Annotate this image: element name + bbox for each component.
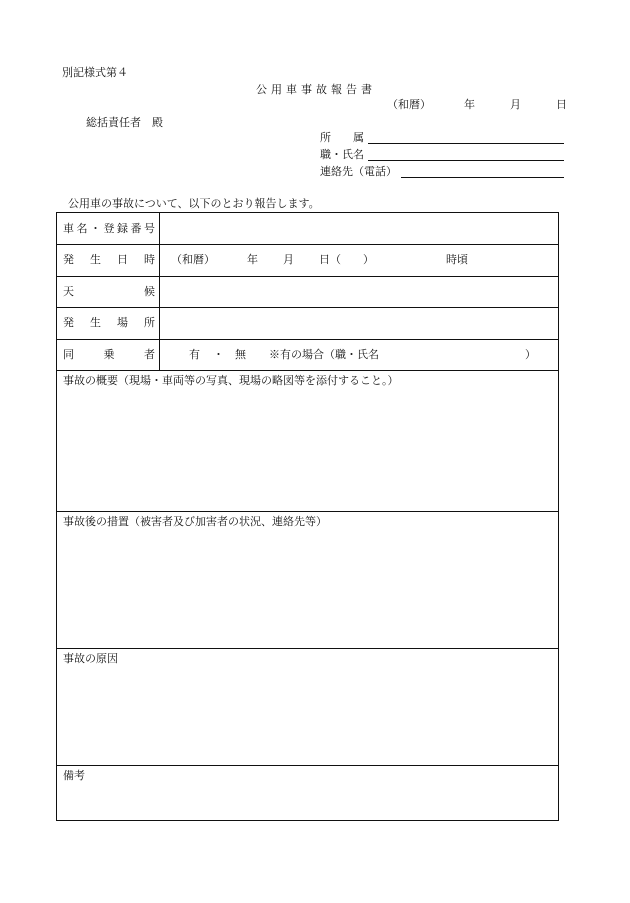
- intro-text: 公用車の事故について、以下のとおり報告します。: [68, 197, 320, 210]
- passenger-close: ）: [525, 348, 536, 361]
- cause-label: 事故の原因: [63, 652, 118, 665]
- form-number: 別記様式第４: [62, 66, 128, 79]
- label-char: 者: [144, 348, 155, 361]
- page-title: 公用車事故報告書: [256, 83, 376, 96]
- label-char: 天: [63, 285, 74, 298]
- date-month: 月: [510, 98, 521, 111]
- row-divider: [57, 370, 558, 371]
- measures-label: 事故後の措置（被害者及び加害者の状況、連絡先等）: [63, 515, 327, 528]
- label-char: 候: [144, 285, 155, 298]
- label-char: 同: [63, 348, 74, 361]
- label-char: 場: [117, 316, 128, 329]
- label-char: 号: [144, 222, 155, 235]
- report-table: [56, 212, 559, 821]
- weather-value[interactable]: [165, 285, 550, 299]
- cause-area[interactable]: [63, 669, 553, 761]
- weather-label: [63, 285, 155, 299]
- label-char: 時: [144, 253, 155, 266]
- datetime-year: 年: [247, 253, 258, 266]
- label-char: 録: [117, 222, 128, 235]
- label-char: 発: [63, 253, 74, 266]
- passenger-label: [63, 348, 155, 362]
- position-name-line: [368, 160, 564, 161]
- label-char: ・: [90, 222, 101, 235]
- label-char: 番: [130, 222, 142, 235]
- row-divider: [57, 648, 558, 649]
- remarks-area[interactable]: [63, 786, 553, 818]
- addressee: 総括責任者 殿: [86, 116, 163, 129]
- vehicle-value[interactable]: [165, 222, 550, 236]
- position-name-label: 職・氏名: [320, 148, 364, 161]
- row-divider: [57, 339, 558, 340]
- location-label: [63, 316, 155, 330]
- passenger-yes[interactable]: 有: [189, 348, 200, 361]
- label-char: 生: [90, 316, 101, 329]
- contact-line: [401, 177, 564, 178]
- datetime-era: （和暦）: [171, 253, 215, 266]
- contact-label: 連絡先（電話）: [320, 165, 397, 178]
- location-value[interactable]: [165, 316, 550, 330]
- row-divider: [57, 244, 558, 245]
- passenger-no[interactable]: 無: [235, 348, 246, 361]
- remarks-label: 備考: [63, 769, 85, 782]
- datetime-month: 月: [283, 253, 294, 266]
- summary-label: 事故の概要（現場・車両等の写真、現場の略図等を添付すること。）: [63, 374, 399, 387]
- affiliation-line: [368, 143, 564, 144]
- measures-area[interactable]: [63, 532, 553, 644]
- datetime-time: 時頃: [446, 253, 468, 266]
- vehicle-label: [63, 222, 155, 236]
- label-char: 名: [76, 222, 88, 235]
- label-char: 所: [144, 316, 155, 329]
- label-char: 車: [63, 222, 74, 235]
- row-divider: [57, 511, 558, 512]
- passenger-note: ※有の場合（職・氏名: [269, 348, 379, 361]
- row-divider: [57, 765, 558, 766]
- passenger-dot: ・: [213, 348, 224, 361]
- date-era: （和暦）: [387, 98, 431, 111]
- label-char: 日: [117, 253, 128, 266]
- label-char: 登: [103, 222, 115, 235]
- column-divider: [159, 213, 160, 370]
- datetime-label: [63, 253, 155, 267]
- affiliation-label: 所 属: [320, 131, 364, 144]
- label-char: 乗: [103, 348, 115, 361]
- summary-area[interactable]: [63, 391, 553, 507]
- label-char: 発: [63, 316, 74, 329]
- row-divider: [57, 276, 558, 277]
- datetime-day: 日（ ）: [319, 253, 374, 266]
- date-day: 日: [556, 98, 567, 111]
- date-year: 年: [464, 98, 475, 111]
- row-divider: [57, 307, 558, 308]
- label-char: 生: [90, 253, 101, 266]
